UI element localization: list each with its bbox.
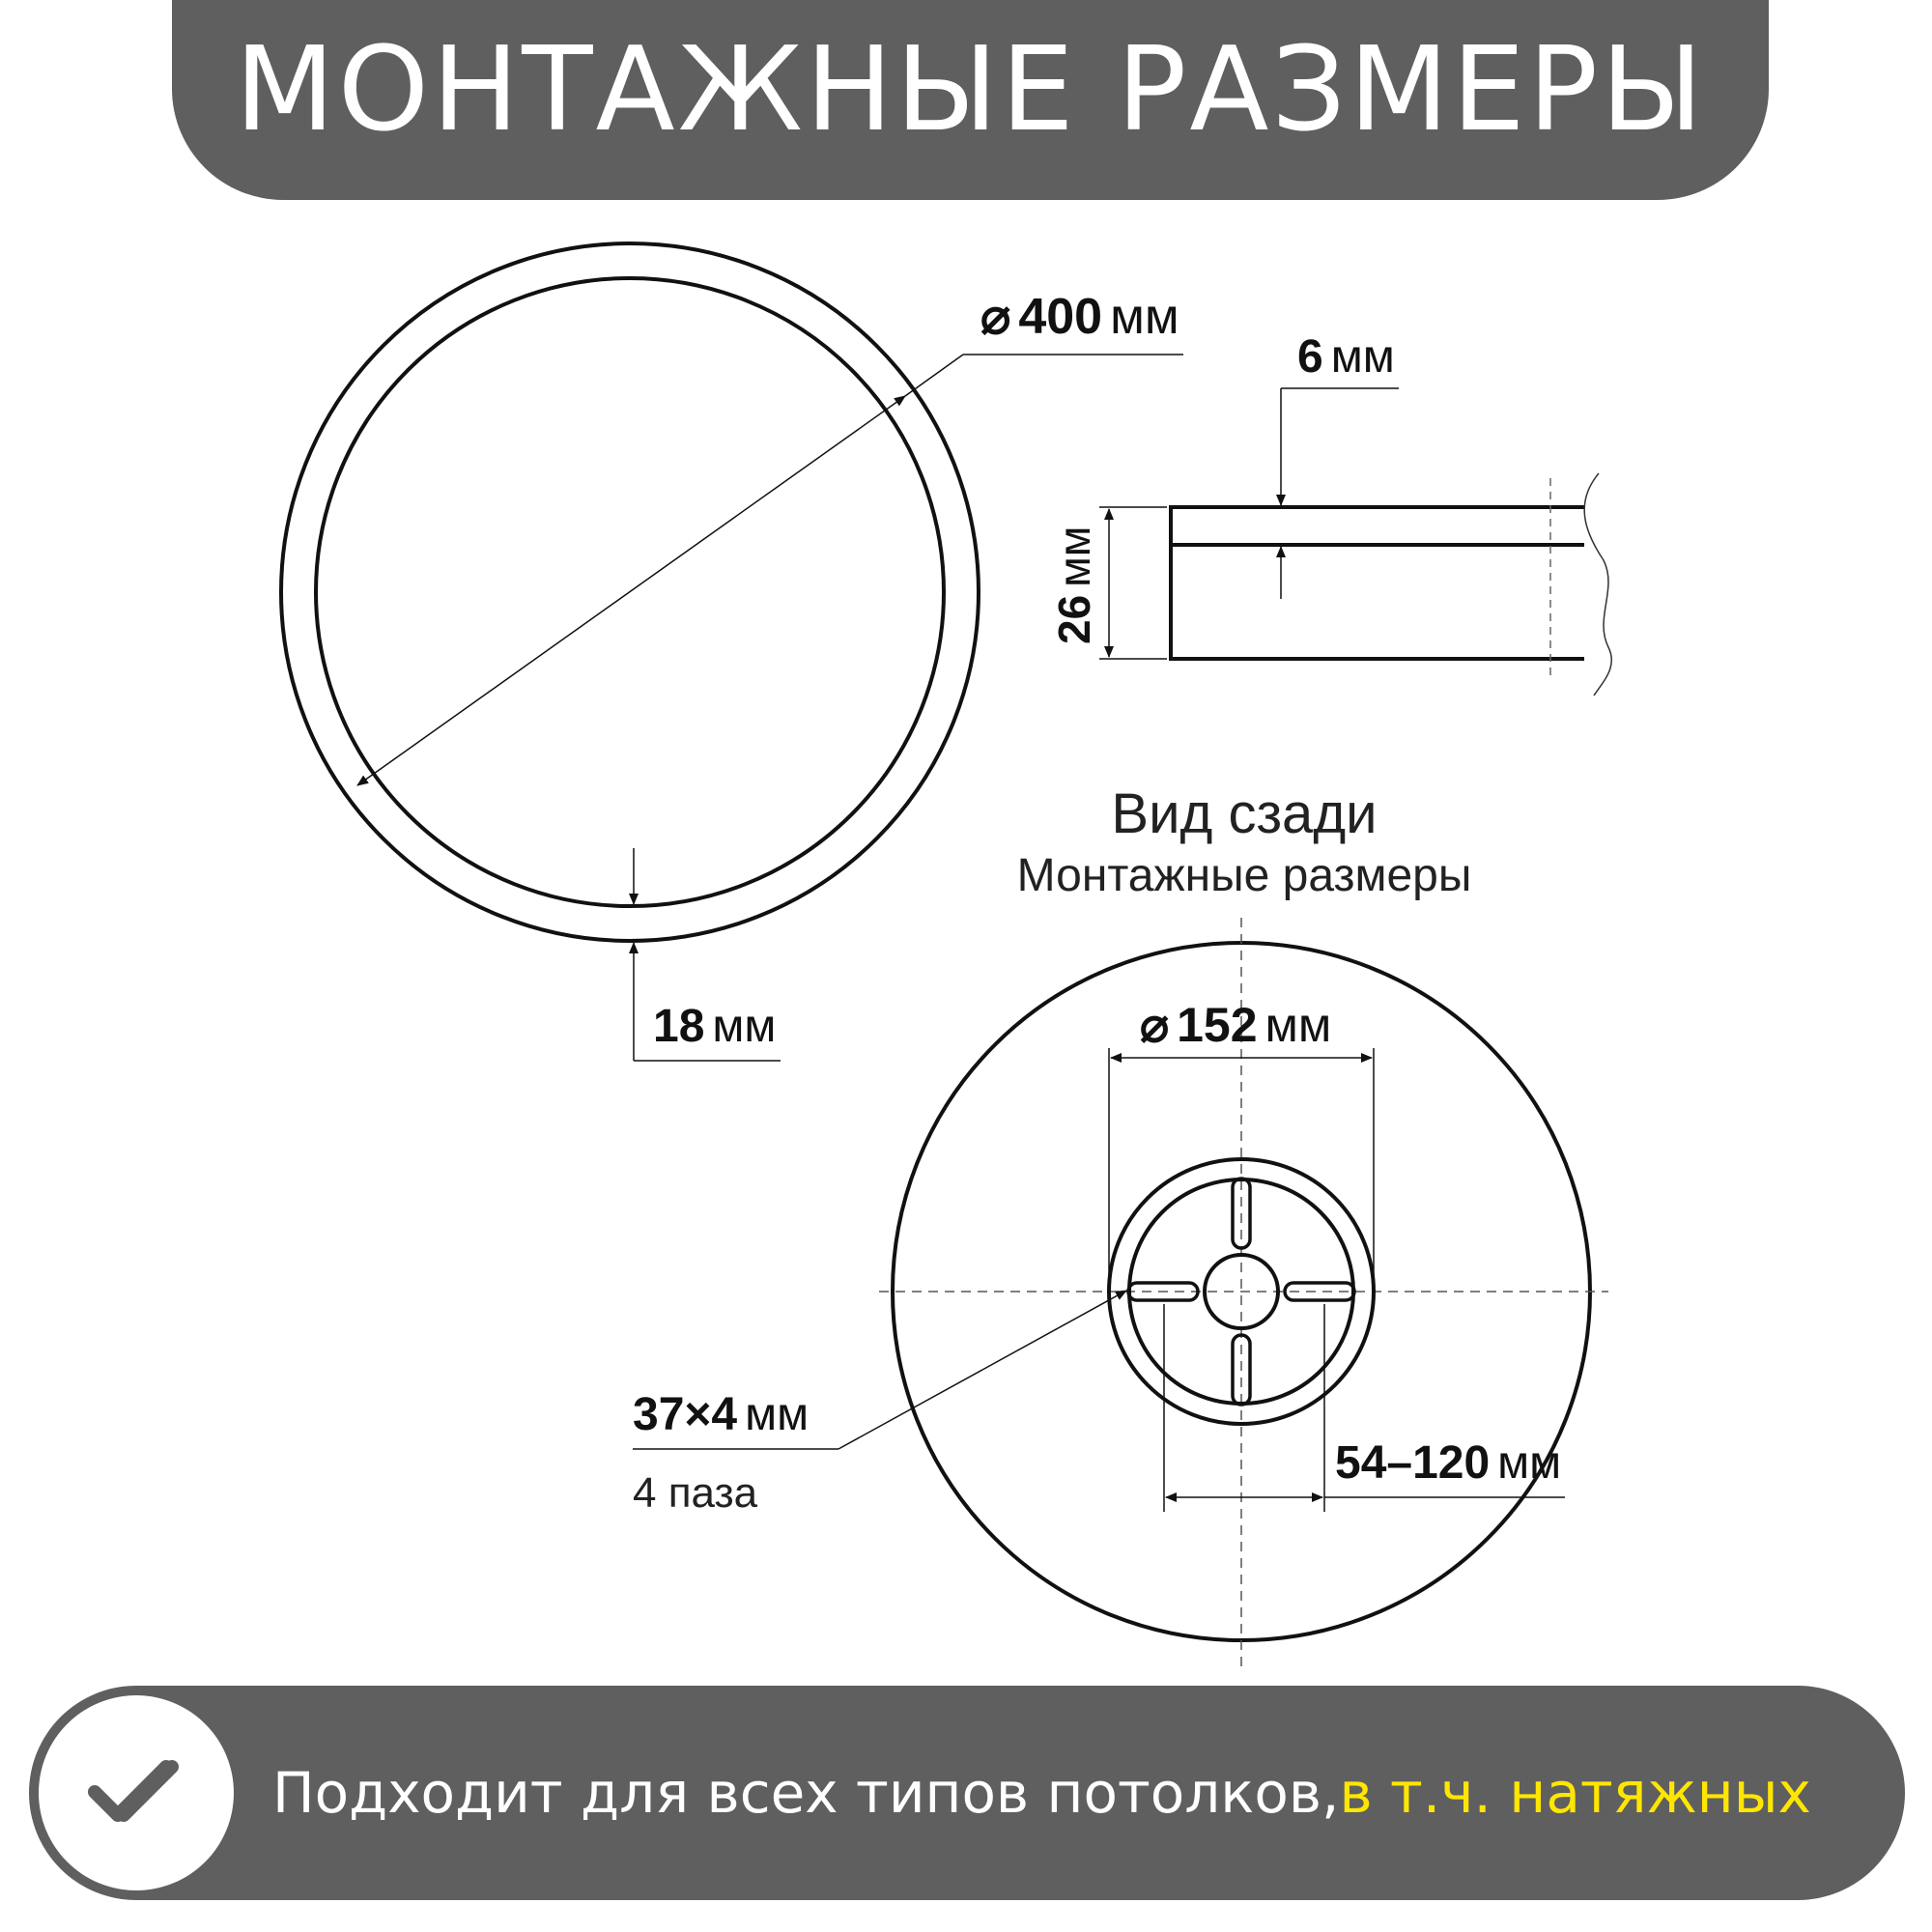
side-break-line (1584, 473, 1611, 696)
slot-leader (838, 1291, 1126, 1449)
front-view (281, 243, 1183, 1061)
diameter-line (357, 396, 905, 785)
footer-text-accent: в т.ч. натяжных (1339, 1760, 1811, 1826)
height-label: 26мм (1049, 526, 1099, 644)
layer-label: 6 мм (1297, 331, 1395, 383)
footer-text-main: Подходит для всех типов потолков, (272, 1760, 1340, 1826)
rear-view (633, 782, 1608, 1666)
slot-size-label: 37×4 мм (633, 1389, 810, 1440)
side-view (1049, 331, 1611, 696)
rim-label: 18 мм (653, 1001, 777, 1052)
double-check-icon (39, 1695, 234, 1890)
slot-count-label: 4 паза (633, 1469, 758, 1517)
footer-banner (29, 1686, 1905, 1900)
footer-text (272, 1686, 1811, 1900)
diameter-label: ⌀ 400 мм (980, 289, 1179, 345)
page-title: МОНТАЖНЫЕ РАЗМЕРЫ (235, 22, 1706, 157)
spacing-label: 54–120 мм (1335, 1437, 1562, 1489)
side-profile (1171, 507, 1584, 659)
check-badge (39, 1695, 234, 1890)
rear-view-subtitle: Монтажные размеры (1016, 850, 1472, 901)
base-diameter-label: ⌀ 152 мм (1140, 998, 1332, 1052)
rear-view-title: Вид сзади (1111, 782, 1378, 845)
diameter-leader (905, 355, 963, 396)
